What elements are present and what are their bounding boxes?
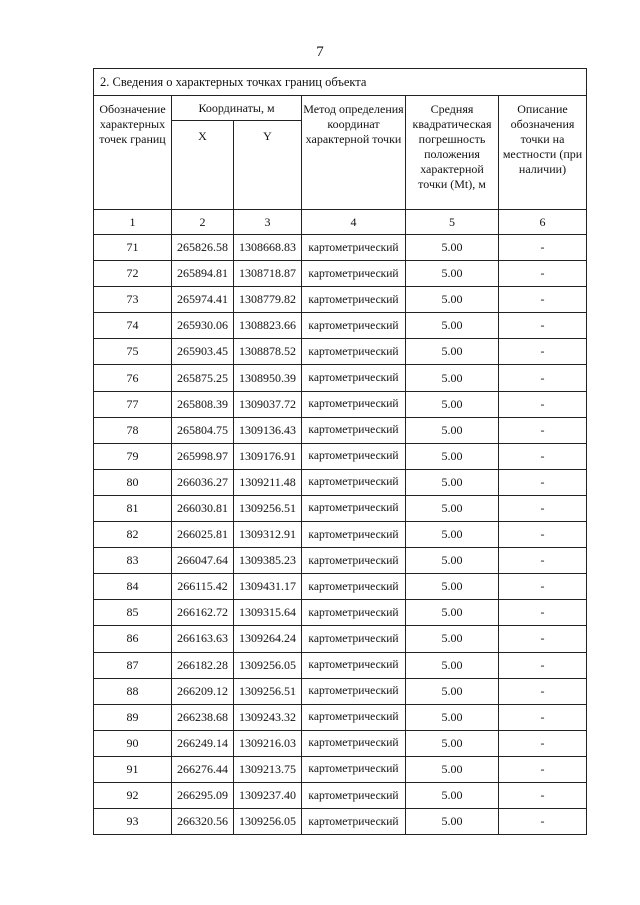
table-row bbox=[94, 443, 587, 469]
point-number-cell: 88 bbox=[94, 678, 172, 704]
table-row bbox=[94, 287, 587, 313]
table-row bbox=[94, 495, 587, 521]
method-cell: картометрический bbox=[302, 756, 406, 782]
x-coordinate-cell: 265974.41 bbox=[172, 287, 234, 313]
header-method: Метод определения координат характерной точки bbox=[302, 96, 406, 210]
error-cell: 5.00 bbox=[406, 730, 499, 756]
section-title: 2. Сведения о характерных точках границ объекта bbox=[94, 69, 587, 96]
header-coordinates: Координаты, м bbox=[172, 96, 302, 121]
column-number: 6 bbox=[499, 210, 587, 235]
description-cell: - bbox=[499, 235, 587, 261]
x-coordinate-cell: 266249.14 bbox=[172, 730, 234, 756]
method-cell: картометрический bbox=[302, 522, 406, 548]
y-coordinate-cell: 1308668.83 bbox=[234, 235, 302, 261]
point-number-cell: 75 bbox=[94, 339, 172, 365]
description-cell: - bbox=[499, 443, 587, 469]
header-y: Y bbox=[234, 121, 302, 210]
point-number-cell: 77 bbox=[94, 391, 172, 417]
point-number-cell: 89 bbox=[94, 704, 172, 730]
error-cell: 5.00 bbox=[406, 574, 499, 600]
table-row bbox=[94, 704, 587, 730]
error-cell: 5.00 bbox=[406, 235, 499, 261]
y-coordinate-cell: 1309264.24 bbox=[234, 626, 302, 652]
y-coordinate-cell: 1308718.87 bbox=[234, 261, 302, 287]
table-row bbox=[94, 339, 587, 365]
description-cell: - bbox=[499, 730, 587, 756]
error-cell: 5.00 bbox=[406, 391, 499, 417]
y-coordinate-cell: 1309136.43 bbox=[234, 417, 302, 443]
point-number-cell: 79 bbox=[94, 443, 172, 469]
error-cell: 5.00 bbox=[406, 469, 499, 495]
description-cell: - bbox=[499, 287, 587, 313]
table-row bbox=[94, 678, 587, 704]
point-number-cell: 84 bbox=[94, 574, 172, 600]
y-coordinate-cell: 1309211.48 bbox=[234, 469, 302, 495]
description-cell: - bbox=[499, 626, 587, 652]
y-coordinate-cell: 1308779.82 bbox=[234, 287, 302, 313]
column-number: 4 bbox=[302, 210, 406, 235]
table-row bbox=[94, 235, 587, 261]
x-coordinate-cell: 266162.72 bbox=[172, 600, 234, 626]
x-coordinate-cell: 265804.75 bbox=[172, 417, 234, 443]
y-coordinate-cell: 1309256.05 bbox=[234, 809, 302, 835]
point-number-cell: 73 bbox=[94, 287, 172, 313]
point-number-cell: 93 bbox=[94, 809, 172, 835]
description-cell: - bbox=[499, 704, 587, 730]
method-cell: картометрический bbox=[302, 495, 406, 521]
y-coordinate-cell: 1309216.03 bbox=[234, 730, 302, 756]
x-coordinate-cell: 266036.27 bbox=[172, 469, 234, 495]
method-cell: картометрический bbox=[302, 313, 406, 339]
column-number: 1 bbox=[94, 210, 172, 235]
table-row bbox=[94, 391, 587, 417]
y-coordinate-cell: 1309256.05 bbox=[234, 652, 302, 678]
error-cell: 5.00 bbox=[406, 548, 499, 574]
column-number: 2 bbox=[172, 210, 234, 235]
description-cell: - bbox=[499, 522, 587, 548]
page-number: 7 bbox=[316, 44, 324, 60]
header-point-designation: Обозначение характерных точек границ bbox=[94, 96, 172, 210]
column-number: 3 bbox=[234, 210, 302, 235]
table-row bbox=[94, 469, 587, 495]
error-cell: 5.00 bbox=[406, 495, 499, 521]
description-cell: - bbox=[499, 495, 587, 521]
point-number-cell: 92 bbox=[94, 782, 172, 808]
y-coordinate-cell: 1309385.23 bbox=[234, 548, 302, 574]
point-number-cell: 91 bbox=[94, 756, 172, 782]
method-cell: картометрический bbox=[302, 678, 406, 704]
error-cell: 5.00 bbox=[406, 339, 499, 365]
point-number-cell: 82 bbox=[94, 522, 172, 548]
y-coordinate-cell: 1309243.32 bbox=[234, 704, 302, 730]
method-cell: картометрический bbox=[302, 809, 406, 835]
error-cell: 5.00 bbox=[406, 287, 499, 313]
point-number-cell: 74 bbox=[94, 313, 172, 339]
error-cell: 5.00 bbox=[406, 704, 499, 730]
method-cell: картометрический bbox=[302, 443, 406, 469]
point-number-cell: 72 bbox=[94, 261, 172, 287]
x-coordinate-cell: 265826.58 bbox=[172, 235, 234, 261]
x-coordinate-cell: 266182.28 bbox=[172, 652, 234, 678]
table-row bbox=[94, 313, 587, 339]
table-body bbox=[94, 235, 587, 835]
error-cell: 5.00 bbox=[406, 443, 499, 469]
y-coordinate-cell: 1309256.51 bbox=[234, 678, 302, 704]
error-cell: 5.00 bbox=[406, 522, 499, 548]
error-cell: 5.00 bbox=[406, 417, 499, 443]
point-number-cell: 81 bbox=[94, 495, 172, 521]
error-cell: 5.00 bbox=[406, 809, 499, 835]
method-cell: картометрический bbox=[302, 600, 406, 626]
method-cell: картометрический bbox=[302, 287, 406, 313]
description-cell: - bbox=[499, 365, 587, 391]
description-cell: - bbox=[499, 339, 587, 365]
method-cell: картометрический bbox=[302, 652, 406, 678]
y-coordinate-cell: 1309256.51 bbox=[234, 495, 302, 521]
point-number-cell: 76 bbox=[94, 365, 172, 391]
table-row bbox=[94, 652, 587, 678]
description-cell: - bbox=[499, 809, 587, 835]
x-coordinate-cell: 266276.44 bbox=[172, 756, 234, 782]
x-coordinate-cell: 265930.06 bbox=[172, 313, 234, 339]
x-coordinate-cell: 266025.81 bbox=[172, 522, 234, 548]
y-coordinate-cell: 1309431.17 bbox=[234, 574, 302, 600]
x-coordinate-cell: 265875.25 bbox=[172, 365, 234, 391]
method-cell: картометрический bbox=[302, 469, 406, 495]
error-cell: 5.00 bbox=[406, 313, 499, 339]
method-cell: картометрический bbox=[302, 261, 406, 287]
y-coordinate-cell: 1309237.40 bbox=[234, 782, 302, 808]
description-cell: - bbox=[499, 652, 587, 678]
table-row bbox=[94, 261, 587, 287]
x-coordinate-cell: 266209.12 bbox=[172, 678, 234, 704]
y-coordinate-cell: 1309037.72 bbox=[234, 391, 302, 417]
method-cell: картометрический bbox=[302, 391, 406, 417]
table-row bbox=[94, 574, 587, 600]
y-coordinate-cell: 1308878.52 bbox=[234, 339, 302, 365]
x-coordinate-cell: 266030.81 bbox=[172, 495, 234, 521]
y-coordinate-cell: 1309213.75 bbox=[234, 756, 302, 782]
method-cell: картометрический bbox=[302, 730, 406, 756]
description-cell: - bbox=[499, 261, 587, 287]
error-cell: 5.00 bbox=[406, 652, 499, 678]
boundary-points-table bbox=[93, 68, 587, 835]
x-coordinate-cell: 265808.39 bbox=[172, 391, 234, 417]
table-row bbox=[94, 600, 587, 626]
y-coordinate-cell: 1309312.91 bbox=[234, 522, 302, 548]
table-row bbox=[94, 522, 587, 548]
x-coordinate-cell: 266238.68 bbox=[172, 704, 234, 730]
header-error: Средняя квадратическая погрешность положения характерной точки (Mt), м bbox=[406, 96, 499, 210]
error-cell: 5.00 bbox=[406, 782, 499, 808]
description-cell: - bbox=[499, 313, 587, 339]
column-number: 5 bbox=[406, 210, 499, 235]
x-coordinate-cell: 266320.56 bbox=[172, 809, 234, 835]
description-cell: - bbox=[499, 756, 587, 782]
description-cell: - bbox=[499, 678, 587, 704]
method-cell: картометрический bbox=[302, 626, 406, 652]
table-row bbox=[94, 782, 587, 808]
error-cell: 5.00 bbox=[406, 261, 499, 287]
table-row bbox=[94, 548, 587, 574]
error-cell: 5.00 bbox=[406, 626, 499, 652]
point-number-cell: 71 bbox=[94, 235, 172, 261]
y-coordinate-cell: 1308823.66 bbox=[234, 313, 302, 339]
description-cell: - bbox=[499, 417, 587, 443]
method-cell: картометрический bbox=[302, 417, 406, 443]
table-row bbox=[94, 417, 587, 443]
method-cell: картометрический bbox=[302, 782, 406, 808]
table-row bbox=[94, 756, 587, 782]
point-number-cell: 83 bbox=[94, 548, 172, 574]
method-cell: картометрический bbox=[302, 548, 406, 574]
point-number-cell: 90 bbox=[94, 730, 172, 756]
header-x: X bbox=[172, 121, 234, 210]
table-row bbox=[94, 730, 587, 756]
method-cell: картометрический bbox=[302, 574, 406, 600]
x-coordinate-cell: 265894.81 bbox=[172, 261, 234, 287]
description-cell: - bbox=[499, 574, 587, 600]
method-cell: картометрический bbox=[302, 704, 406, 730]
error-cell: 5.00 bbox=[406, 756, 499, 782]
x-coordinate-cell: 266295.09 bbox=[172, 782, 234, 808]
method-cell: картометрический bbox=[302, 339, 406, 365]
y-coordinate-cell: 1309176.91 bbox=[234, 443, 302, 469]
point-number-cell: 86 bbox=[94, 626, 172, 652]
point-number-cell: 87 bbox=[94, 652, 172, 678]
x-coordinate-cell: 265998.97 bbox=[172, 443, 234, 469]
description-cell: - bbox=[499, 782, 587, 808]
error-cell: 5.00 bbox=[406, 600, 499, 626]
x-coordinate-cell: 265903.45 bbox=[172, 339, 234, 365]
point-number-cell: 85 bbox=[94, 600, 172, 626]
error-cell: 5.00 bbox=[406, 678, 499, 704]
header-description: Описание обозначения точки на местности (при наличии) bbox=[499, 96, 587, 210]
point-number-cell: 80 bbox=[94, 469, 172, 495]
description-cell: - bbox=[499, 469, 587, 495]
x-coordinate-cell: 266163.63 bbox=[172, 626, 234, 652]
table-row bbox=[94, 365, 587, 391]
table-row bbox=[94, 626, 587, 652]
description-cell: - bbox=[499, 548, 587, 574]
description-cell: - bbox=[499, 600, 587, 626]
method-cell: картометрический bbox=[302, 365, 406, 391]
x-coordinate-cell: 266047.64 bbox=[172, 548, 234, 574]
y-coordinate-cell: 1308950.39 bbox=[234, 365, 302, 391]
description-cell: - bbox=[499, 391, 587, 417]
method-cell: картометрический bbox=[302, 235, 406, 261]
error-cell: 5.00 bbox=[406, 365, 499, 391]
x-coordinate-cell: 266115.42 bbox=[172, 574, 234, 600]
table-row bbox=[94, 809, 587, 835]
y-coordinate-cell: 1309315.64 bbox=[234, 600, 302, 626]
point-number-cell: 78 bbox=[94, 417, 172, 443]
